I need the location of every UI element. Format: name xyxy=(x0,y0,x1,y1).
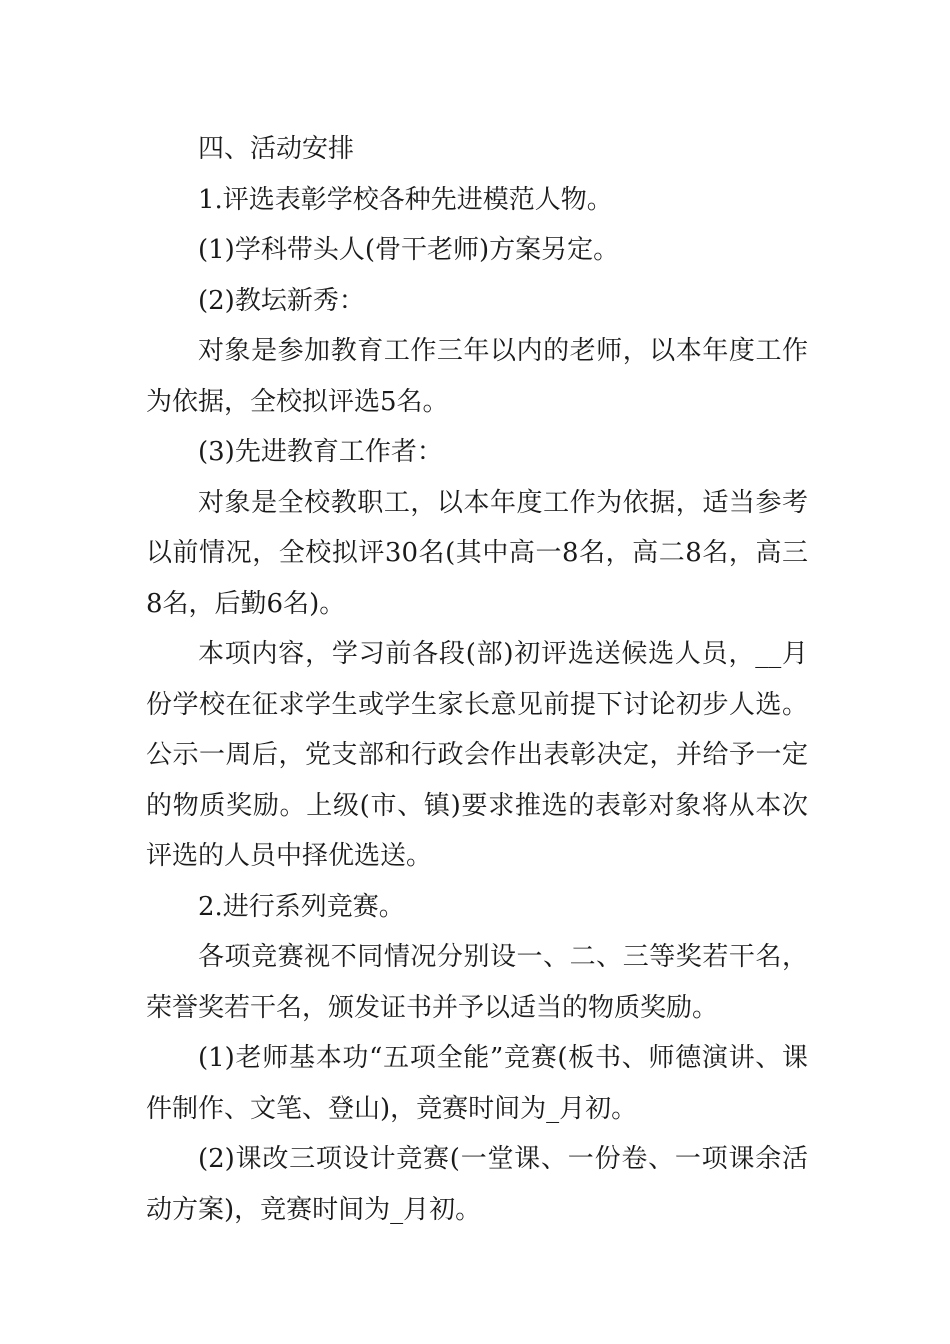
paragraph: 对象是全校教职工，以本年度工作为依据，适当参考以前情况，全校拟评30名(其中高一8名，高二8名，高三8名，后勤6名)。 xyxy=(146,487,808,619)
paragraph: (3)先进教育工作者： xyxy=(198,437,443,467)
paragraph: (1)老师基本功“五项全能”竞赛(板书、师德演讲、课件制作、文笔、登山)，竞赛时间为_月初。 xyxy=(146,1043,808,1124)
section-heading: 四、活动安排 xyxy=(198,134,355,164)
paragraph: (2)课改三项设计竞赛(一堂课、一份卷、一项课余活动方案)，竞赛时间为_月初。 xyxy=(146,1144,808,1225)
paragraph: 各项竞赛视不同情况分别设一、二、三等奖若干名，荣誉奖若干名，颁发证书并予以适当的物质奖励。 xyxy=(146,942,808,1023)
paragraph: 对象是参加教育工作三年以内的老师，以本年度工作为依据，全校拟评选5名。 xyxy=(146,336,808,417)
paragraph: 本项内容，学习前各段(部)初评选送候选人员，__月份学校在征求学生或学生家长意见前提下讨论初步人选。公示一周后，党支部和行政会作出表彰决定，并给予一定的物质奖励。上级(市、镇)要求推选的表彰对象将从本次评选的人员中择优选送。 xyxy=(146,639,808,871)
paragraph: (1)学科带头人(骨干老师)方案另定。 xyxy=(198,235,620,265)
paragraph: 2.进行系列竞赛。 xyxy=(198,891,405,922)
document-body xyxy=(146,124,808,1235)
paragraph: (2)教坛新秀： xyxy=(198,285,365,316)
paragraph: 1.评选表彰学校各种先进模范人物。 xyxy=(198,184,613,215)
